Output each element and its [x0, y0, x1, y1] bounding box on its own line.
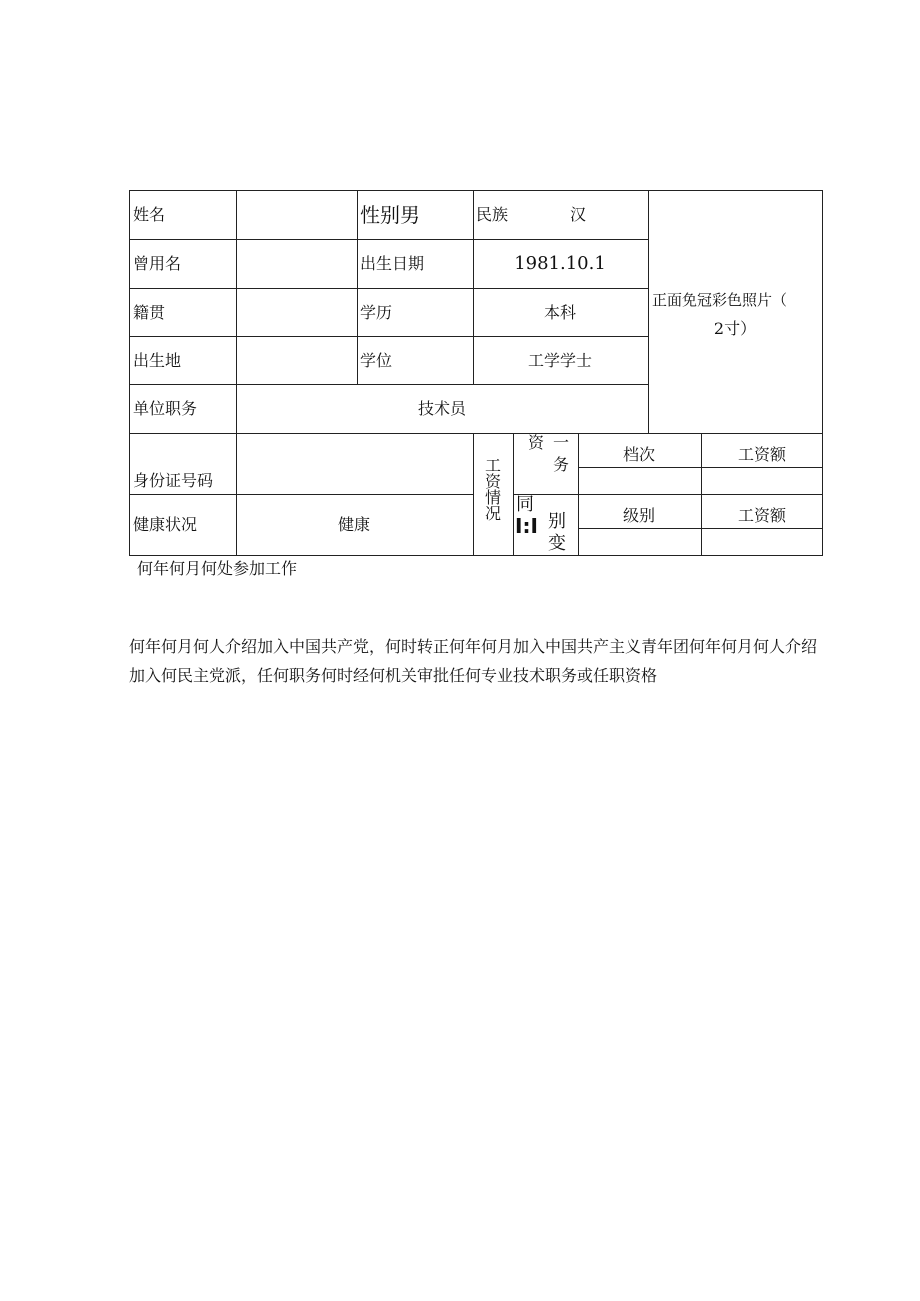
level-label: 级别 [622, 506, 656, 525]
border-right [822, 190, 823, 556]
birth-date-label: 出生日期 [360, 254, 425, 273]
salary-bottom-mark: I:I [515, 514, 538, 538]
salary-bottom-right-char-1: 别 [548, 511, 566, 532]
position-label: 单位职务 [133, 399, 198, 418]
position-value: 技术员 [417, 399, 467, 418]
border-left [129, 190, 130, 556]
row-line-5 [129, 433, 823, 434]
native-place-label: 籍贯 [133, 303, 166, 322]
salary-top-left-char: 资 [528, 433, 545, 452]
grade-label: 档次 [622, 445, 656, 464]
health-label: 健康状况 [133, 515, 198, 534]
col-line-salary [513, 433, 514, 556]
ethnicity-value: 汉 [570, 205, 587, 224]
salary-bottom-left-char: 同 [516, 494, 534, 515]
degree-label: 学位 [360, 351, 393, 370]
photo-caption-line-2: 2寸） [713, 319, 757, 338]
education-label: 学历 [360, 303, 393, 322]
col-line-3 [473, 190, 474, 384]
history-paragraph: 何年何月何人介绍加入中国共产党，何时转正何年何月加入中国共产主义青年团何年何月何人介绍加入何民主党派，任何职务何时经何机关审批任何专业技术职务或任职资格 [129, 637, 818, 685]
row-line-3 [129, 336, 649, 337]
ethnicity-label: 民族 [476, 205, 509, 224]
photo-caption-line-1: 正面免冠彩色照片（ [652, 291, 788, 309]
salary-line-b [513, 494, 823, 495]
row-line-1 [129, 239, 649, 240]
row-line-4 [129, 384, 649, 385]
gender-text: 性别男 [360, 203, 420, 227]
col-line-2 [357, 190, 358, 384]
border-top [129, 190, 823, 191]
col-line-1 [236, 190, 237, 556]
id-number-label: 身份证号码 [133, 471, 214, 490]
work-start-heading: 何年何月何处参加工作 [137, 559, 298, 578]
birth-date-value: 1981.10.1 [514, 253, 606, 274]
birthplace-label: 出生地 [133, 351, 182, 370]
salary-top-right-char: 一 [553, 433, 570, 452]
salary-bottom-right-char-2: 变 [548, 533, 566, 554]
name-label: 姓名 [133, 205, 166, 224]
row-line-6 [129, 494, 474, 495]
col-line-salary-2 [578, 433, 579, 556]
col-line-salary-3 [701, 433, 702, 556]
amount-label-2: 工资额 [737, 506, 787, 525]
former-name-label: 曾用名 [133, 254, 182, 273]
col-line-3b [473, 433, 474, 556]
row-line-2 [129, 288, 649, 289]
salary-situation-label: 工 资 情 况 [484, 456, 501, 523]
salary-top-second-char: 务 [553, 455, 570, 474]
personal-info-form [129, 190, 823, 556]
health-value: 健康 [337, 515, 371, 534]
amount-label-1: 工资额 [737, 445, 787, 464]
col-line-photo [648, 190, 649, 433]
education-value: 本科 [543, 303, 577, 322]
degree-value: 工学学士 [527, 351, 593, 370]
